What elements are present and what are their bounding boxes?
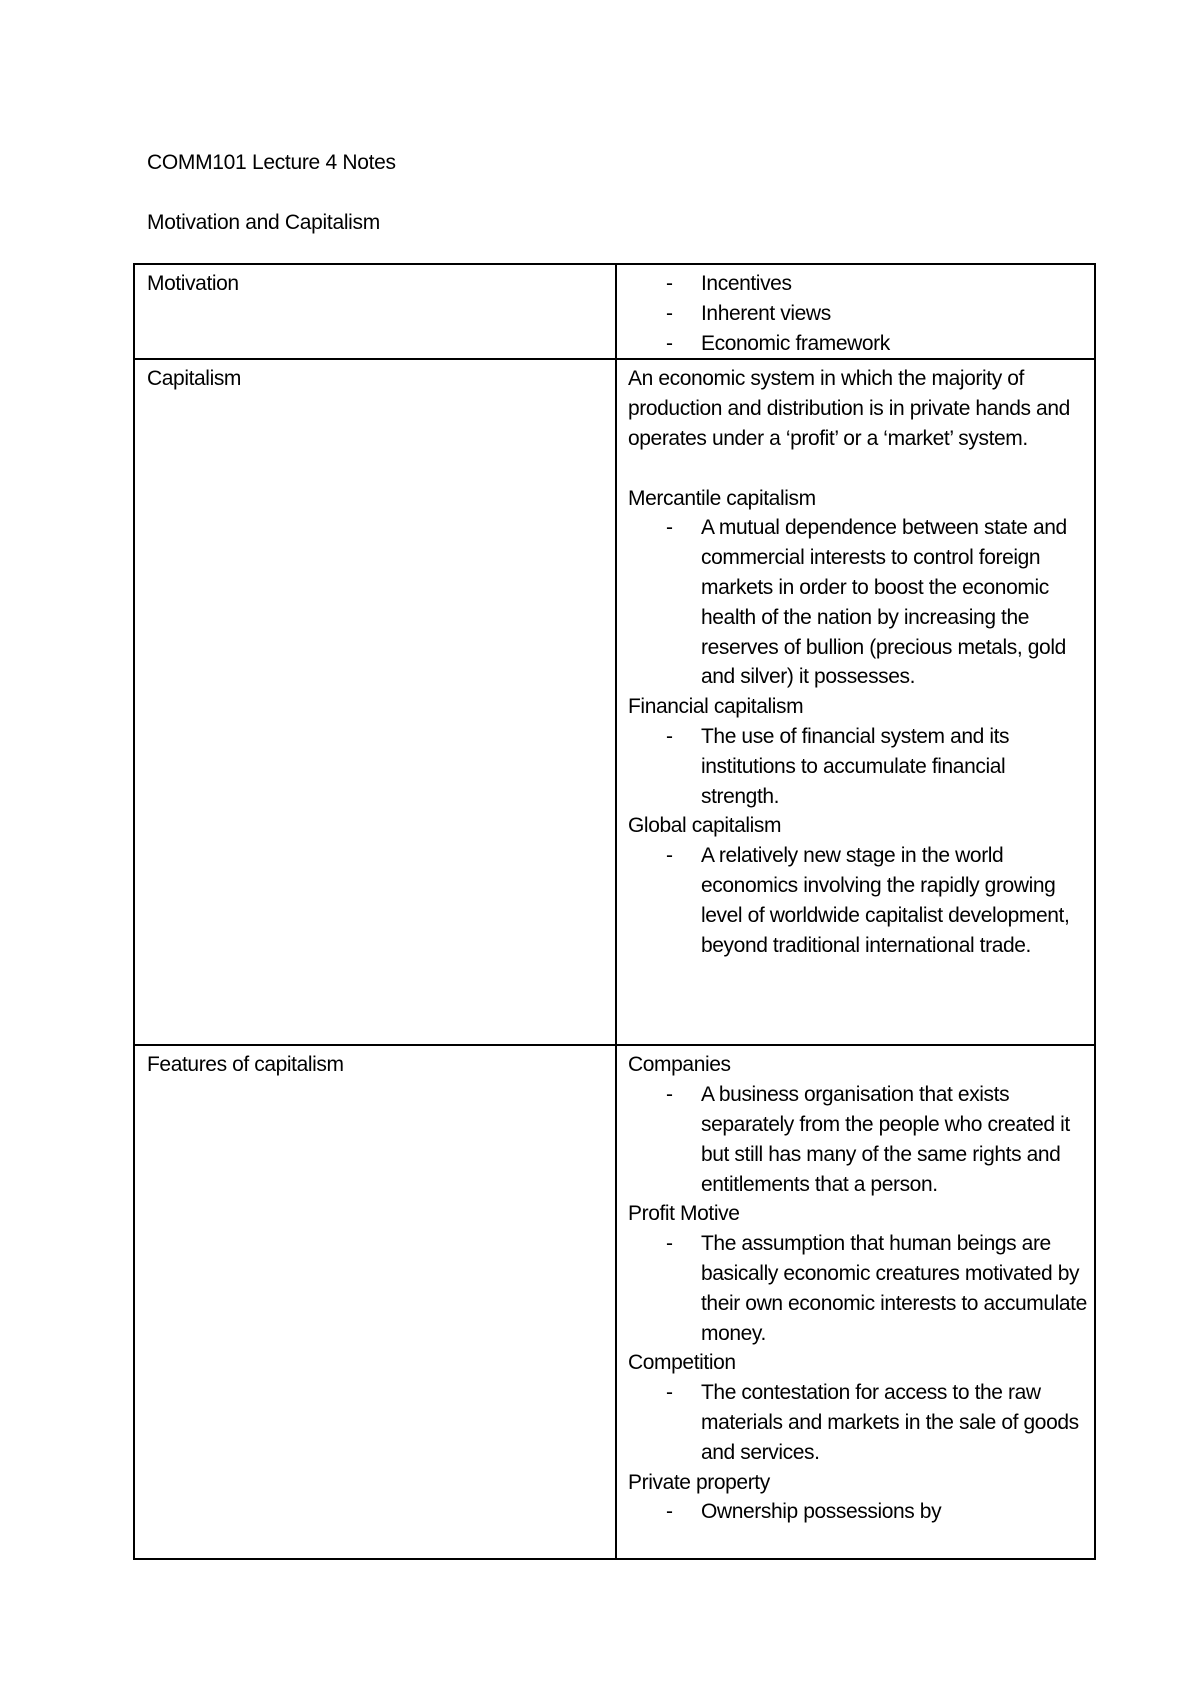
term-label: Capitalism [147, 367, 242, 391]
term-cell [134, 264, 616, 359]
bullet-list [628, 1378, 1088, 1467]
list-item: - A business organisation that exists separately from the people who created it but still has many of the same rights and entitlements that a person. [628, 1080, 1088, 1199]
bullet-list [628, 1229, 1088, 1348]
definition-cell [616, 264, 1095, 359]
term-cell [134, 359, 616, 1045]
list-item: - A relatively new stage in the world economics involving the rapidly growing level of worldwide capitalist development, beyond traditional international trade. [628, 841, 1088, 960]
definition-text: An economic system in which the majority of production and distribution is in private hands and operates under a ‘profit’ or a ‘market’ system. [628, 367, 1070, 450]
subheading: Private property [628, 1470, 770, 1494]
bullet-list [628, 513, 1088, 692]
subheading: Companies [628, 1053, 731, 1077]
document-title: COMM101 Lecture 4 Notes [147, 151, 396, 174]
list-item: - Inherent views [628, 299, 1088, 329]
bullet-list [628, 1497, 1088, 1527]
bullet-list [628, 841, 1088, 960]
bullet-list [628, 1080, 1088, 1199]
list-item: - The use of financial system and its institutions to accumulate financial strength. [628, 722, 1088, 811]
bullet-list [628, 269, 1088, 358]
list-item: - A mutual dependence between state and commercial interests to control foreign markets in order to boost the economic health of the nation by increasing the reserves of bullion (precious metals, gold and silver) it possesses. [628, 513, 1088, 692]
subheading: Global capitalism [628, 814, 782, 838]
document-subtitle: Motivation and Capitalism [147, 211, 380, 234]
list-item: - The assumption that human beings are basically economic creatures motivated by their own economic interests to accumulate money. [628, 1229, 1088, 1348]
table-row-capitalism [134, 359, 1095, 1045]
term-cell [134, 1045, 616, 1559]
table-row-features [134, 1045, 1095, 1559]
definition-cell [616, 1045, 1095, 1559]
list-item: - Ownership possessions by [628, 1497, 1088, 1527]
term-label: Motivation [147, 272, 239, 295]
subheading: Financial capitalism [628, 695, 804, 719]
subheading: Competition [628, 1351, 736, 1375]
list-item: - Economic framework [628, 329, 1088, 359]
subheading: Profit Motive [628, 1202, 740, 1226]
subheading: Mercantile capitalism [628, 486, 816, 510]
notes-table [133, 263, 1096, 1560]
bullet-list [628, 722, 1088, 811]
list-item: - The contestation for access to the raw materials and markets in the sale of goods and services. [628, 1378, 1088, 1467]
table-row-motivation [134, 264, 1095, 359]
definition-cell [616, 359, 1095, 1045]
list-item: - Incentives [628, 269, 1088, 299]
term-label: Features of capitalism [147, 1053, 344, 1077]
